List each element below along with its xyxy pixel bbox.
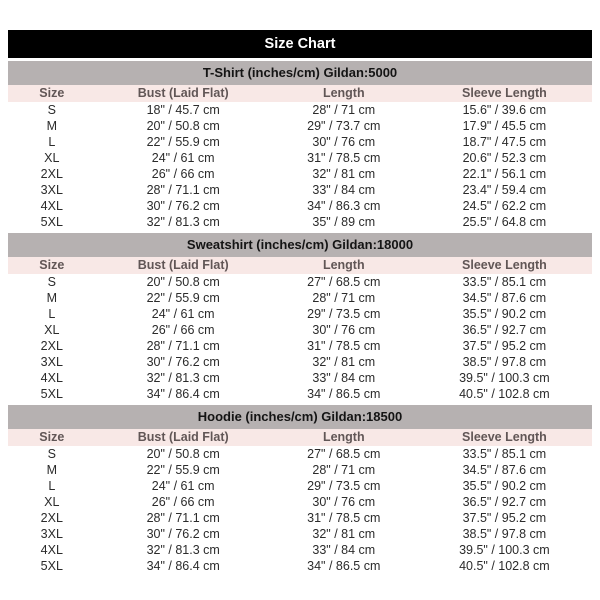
table-row (8, 198, 592, 214)
table-row (8, 338, 592, 354)
measure-cell: 30" / 76 cm (312, 495, 376, 509)
measure-cell: 34" / 86.5 cm (307, 387, 381, 401)
size-table (8, 429, 592, 574)
measure-cell: 32" / 81.3 cm (146, 371, 220, 385)
size-cell: XL (44, 495, 60, 509)
measure-cell: 22.1" / 56.1 cm (462, 167, 547, 181)
measure-cell: 22" / 55.9 cm (146, 463, 220, 477)
column-header: Size (8, 429, 96, 446)
measure-cell: 35.5" / 90.2 cm (462, 479, 547, 493)
table-row (8, 558, 592, 574)
measure-cell: 17.9" / 45.5 cm (462, 119, 547, 133)
size-cell: 5XL (40, 387, 63, 401)
size-table (8, 85, 592, 230)
measure-cell: 26" / 66 cm (151, 323, 215, 337)
measure-cell: 24" / 61 cm (151, 151, 215, 165)
measure-cell: 31" / 78.5 cm (307, 339, 381, 353)
measure-cell: 20.6" / 52.3 cm (462, 151, 547, 165)
section-heading: Sweatshirt (inches/cm) Gildan:18000 (8, 233, 592, 257)
measure-cell: 30" / 76 cm (312, 323, 376, 337)
measure-cell: 30" / 76.2 cm (146, 199, 220, 213)
measure-cell: 28" / 71.1 cm (146, 183, 220, 197)
table-row (8, 510, 592, 526)
table-row (8, 370, 592, 386)
column-header: Size (8, 257, 96, 274)
table-row (8, 274, 592, 290)
measure-cell: 35" / 89 cm (312, 215, 376, 229)
measure-cell: 33" / 84 cm (312, 543, 376, 557)
measure-cell: 37.5" / 95.2 cm (462, 339, 547, 353)
column-header: Bust (Laid Flat) (96, 85, 271, 102)
size-cell: L (48, 479, 56, 493)
measure-cell: 28" / 71 cm (312, 291, 376, 305)
size-cell: 3XL (40, 527, 63, 541)
size-cell: XL (44, 323, 60, 337)
column-header-row (8, 85, 592, 102)
sections (8, 61, 592, 574)
measure-cell: 15.6" / 39.6 cm (462, 103, 547, 117)
measure-cell: 32" / 81 cm (312, 527, 376, 541)
section-heading: Hoodie (inches/cm) Gildan:18500 (8, 405, 592, 429)
measure-cell: 32" / 81 cm (312, 355, 376, 369)
measure-cell: 34.5" / 87.6 cm (462, 291, 547, 305)
measure-cell: 25.5" / 64.8 cm (462, 215, 547, 229)
column-header: Sleeve Length (417, 257, 592, 274)
measure-cell: 33.5" / 85.1 cm (462, 447, 547, 461)
table-row (8, 478, 592, 494)
measure-cell: 22" / 55.9 cm (146, 291, 220, 305)
measure-cell: 33" / 84 cm (312, 183, 376, 197)
measure-cell: 38.5" / 97.8 cm (462, 355, 547, 369)
table-row (8, 526, 592, 542)
table-row (8, 182, 592, 198)
measure-cell: 30" / 76.2 cm (146, 527, 220, 541)
size-cell: S (47, 103, 56, 117)
measure-cell: 40.5" / 102.8 cm (459, 387, 550, 401)
measure-cell: 29" / 73.5 cm (307, 479, 381, 493)
measure-cell: 24" / 61 cm (151, 479, 215, 493)
table-row (8, 494, 592, 510)
size-cell: 4XL (40, 199, 63, 213)
measure-cell: 26" / 66 cm (151, 167, 215, 181)
measure-cell: 24" / 61 cm (151, 307, 215, 321)
measure-cell: 28" / 71 cm (312, 103, 376, 117)
measure-cell: 28" / 71 cm (312, 463, 376, 477)
measure-cell: 20" / 50.8 cm (146, 119, 220, 133)
measure-cell: 39.5" / 100.3 cm (459, 371, 550, 385)
measure-cell: 34" / 86.4 cm (146, 387, 220, 401)
measure-cell: 29" / 73.5 cm (307, 307, 381, 321)
measure-cell: 38.5" / 97.8 cm (462, 527, 547, 541)
table-row (8, 102, 592, 118)
size-chart (8, 30, 592, 574)
measure-cell: 29" / 73.7 cm (307, 119, 381, 133)
column-header: Length (271, 85, 417, 102)
measure-cell: 32" / 81 cm (312, 167, 376, 181)
size-cell: L (48, 307, 56, 321)
measure-cell: 20" / 50.8 cm (146, 275, 220, 289)
measure-cell: 31" / 78.5 cm (307, 151, 381, 165)
table-row (8, 166, 592, 182)
measure-cell: 32" / 81.3 cm (146, 543, 220, 557)
measure-cell: 30" / 76.2 cm (146, 355, 220, 369)
size-cell: 2XL (40, 339, 63, 353)
measure-cell: 34" / 86.5 cm (307, 559, 381, 573)
table-row (8, 386, 592, 402)
measure-cell: 35.5" / 90.2 cm (462, 307, 547, 321)
measure-cell: 23.4" / 59.4 cm (462, 183, 547, 197)
measure-cell: 26" / 66 cm (151, 495, 215, 509)
size-cell: L (48, 135, 56, 149)
measure-cell: 34" / 86.4 cm (146, 559, 220, 573)
measure-cell: 33.5" / 85.1 cm (462, 275, 547, 289)
table-row (8, 214, 592, 230)
column-header: Length (271, 429, 417, 446)
measure-cell: 22" / 55.9 cm (146, 135, 220, 149)
measure-cell: 28" / 71.1 cm (146, 339, 220, 353)
measure-cell: 18" / 45.7 cm (146, 103, 220, 117)
table-row (8, 446, 592, 462)
table-row (8, 322, 592, 338)
column-header: Length (271, 257, 417, 274)
table-row (8, 542, 592, 558)
column-header: Sleeve Length (417, 429, 592, 446)
page-title: Size Chart (8, 30, 592, 58)
measure-cell: 34.5" / 87.6 cm (462, 463, 547, 477)
measure-cell: 32" / 81.3 cm (146, 215, 220, 229)
size-cell: M (46, 119, 57, 133)
measure-cell: 27" / 68.5 cm (307, 447, 381, 461)
column-header: Bust (Laid Flat) (96, 257, 271, 274)
table-row (8, 290, 592, 306)
measure-cell: 36.5" / 92.7 cm (462, 323, 547, 337)
size-cell: 3XL (40, 355, 63, 369)
column-header: Bust (Laid Flat) (96, 429, 271, 446)
size-cell: 4XL (40, 543, 63, 557)
size-cell: 4XL (40, 371, 63, 385)
column-header-row (8, 257, 592, 274)
size-cell: 5XL (40, 559, 63, 573)
table-row (8, 306, 592, 322)
size-cell: M (46, 291, 57, 305)
measure-cell: 24.5" / 62.2 cm (462, 199, 547, 213)
size-cell: 2XL (40, 511, 63, 525)
measure-cell: 36.5" / 92.7 cm (462, 495, 547, 509)
size-cell: M (46, 463, 57, 477)
table-row (8, 134, 592, 150)
table-row (8, 462, 592, 478)
size-cell: 3XL (40, 183, 63, 197)
measure-cell: 34" / 86.3 cm (307, 199, 381, 213)
section-heading: T-Shirt (inches/cm) Gildan:5000 (8, 61, 592, 85)
measure-cell: 30" / 76 cm (312, 135, 376, 149)
measure-cell: 31" / 78.5 cm (307, 511, 381, 525)
measure-cell: 20" / 50.8 cm (146, 447, 220, 461)
measure-cell: 40.5" / 102.8 cm (459, 559, 550, 573)
table-row (8, 354, 592, 370)
size-cell: XL (44, 151, 60, 165)
size-cell: S (47, 447, 56, 461)
table-row (8, 150, 592, 166)
measure-cell: 27" / 68.5 cm (307, 275, 381, 289)
size-cell: S (47, 275, 56, 289)
size-cell: 5XL (40, 215, 63, 229)
measure-cell: 18.7" / 47.5 cm (462, 135, 547, 149)
column-header: Size (8, 85, 96, 102)
size-cell: 2XL (40, 167, 63, 181)
table-row (8, 118, 592, 134)
size-table (8, 257, 592, 402)
column-header-row (8, 429, 592, 446)
measure-cell: 37.5" / 95.2 cm (462, 511, 547, 525)
column-header: Sleeve Length (417, 85, 592, 102)
measure-cell: 39.5" / 100.3 cm (459, 543, 550, 557)
measure-cell: 28" / 71.1 cm (146, 511, 220, 525)
measure-cell: 33" / 84 cm (312, 371, 376, 385)
